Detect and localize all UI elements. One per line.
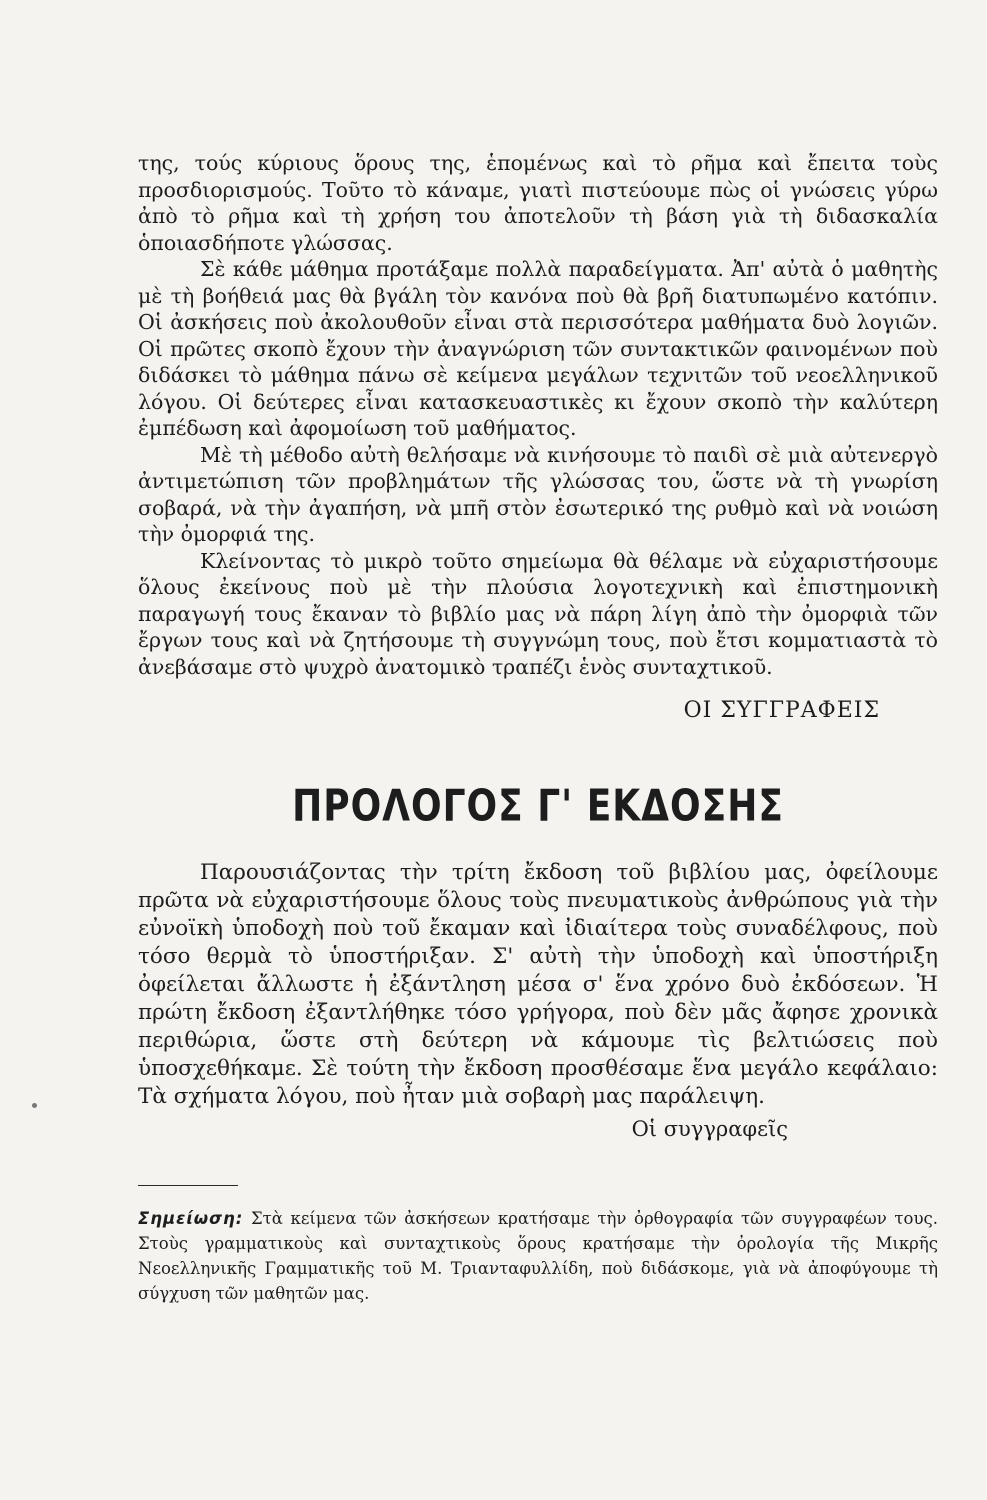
third-edition-paragraph: Παρουσιάζοντας τὴν τρίτη ἔκδοση τοῦ βιβλίου μας, ὀφείλουμε πρῶτα νὰ εὐχαριστήσουμε ὅλους τοὺς πνευματικοὺς ἀνθρώπους γιὰ τὴν εὐνοϊκὴ ὑποδοχὴ ποὺ τοῦ ἔκαμαν καὶ ἰδιαίτερα τοὺς συναδέλφους, ποὺ τόσο θερμὰ τὸ ὑποστήριξαν. Σ' αὐτὴ τὴν ὑποδοχὴ καὶ ὑποστήριξη ὀφείλεται ἄλλωστε ἡ ἐξάντληση μέσα σ' ἕνα χρόνο δυὸ ἐκδόσεων. Ἡ πρώτη ἔκδοση ἐξαντλήθηκε τόσο γρήγορα, ποὺ δὲν μᾶς ἄφησε χρονικὰ περιθώρια, ὥστε στὴ δεύτερη νὰ κάμουμε τὶς βελτιώσεις ποὺ ὑποσχεθήκαμε. Σὲ τούτη τὴν ἔκδοση προσθέσαμε ἕνα μεγάλο κεφάλαιο: Τὰ σχήματα λόγου, ποὺ ἦταν μιὰ σοβαρὴ μας παράλειψη. (138, 860, 938, 1109)
footnote-divider (138, 1185, 238, 1186)
paragraph-3: Μὲ τὴ μέθοδο αὐτὴ θελήσαμε νὰ κινήσουμε τὸ παιδὶ σὲ μιὰ αὐτενεργὸ ἀντιμετώπιση τῶν προβλημάτων τῆς γλώσσας του, ὥστε νὰ τὴ γνωρίση σοβαρά, νὰ τὴν ἀγαπήση, νὰ μπῆ στὸν ἐσωτερικό της ρυθμὸ καὶ νὰ νοιώση τὴν ὀμορφιά της. (138, 442, 938, 546)
footnote (138, 1206, 938, 1306)
page-speck (32, 1103, 37, 1108)
third-edition-preface (138, 780, 938, 1141)
authors-signature: ΟΙ ΣΥΓΓΡΑΦΕΙΣ (683, 698, 880, 723)
paragraph-4: Κλείνοντας τὸ μικρὸ τοῦτο σημείωμα θὰ θέλαμε νὰ εὐχαριστήσουμε ὅλους ἐκείνους ποὺ μὲ τὴν πλούσια λογοτεχνικὴ καὶ ἐπιστημονικὴ παραγωγή τους ἔκαναν τὸ βιβλίο μας νὰ πάρη λίγη ἀπὸ τὴν ὀμορφιὰ τῶν ἔργων τους καὶ νὰ ζητήσουμε τὴ συγγνώμη τους, ποὺ ἔτσι κομματιαστὰ τὸ ἀνεβάσαμε στὸ ψυχρὸ ἀνατομικὸ τραπέζι ἑνὸς συνταχτικοῦ. (138, 548, 938, 679)
preface-continuation (138, 150, 938, 723)
third-edition-title: ΠΡΟΛΟΓΟΣ Γ' ΕΚΔΟΣΗΣ (292, 780, 784, 832)
paragraph-2: Σὲ κάθε μάθημα προτάξαμε πολλὰ παραδείγματα. Ἀπ' αὐτὰ ὁ μαθητὴς μὲ τὴ βοήθειά μας θὰ βγάλη τὸν κανόνα ποὺ θὰ βρῆ διατυπωμένο κατόπιν. Οἱ ἀσκήσεις ποὺ ἀκολουθοῦν εἶναι στὰ περισσότερα μαθήματα δυὸ λογιῶν. Οἱ πρῶτες σκοπὸ ἔχουν τὴν ἀναγνώριση τῶν συντακτικῶν φαινομένων ποὺ διδάσκει τὸ μάθημα πάνω σὲ κείμενα μεγάλων τεχνιτῶν τοῦ νεοελληνικοῦ λόγου. Οἱ δεύτερες εἶναι κατασκευαστικὲς κι ἔχουν σκοπὸ τὴν καλύτερη ἐμπέδωση καὶ ἀφομοίωση τοῦ μαθήματος. (138, 257, 938, 440)
footnote-label: Σημείωση: (138, 1209, 244, 1228)
text-column (138, 150, 938, 1306)
third-edition-signature: Οἱ συγγραφεῖς (631, 1117, 788, 1141)
paragraph-1: της, τούς κύριους ὅρους της, ἑπομένως καὶ τὸ ρῆμα καὶ ἔπειτα τοὺς προσδιορισμούς. Τοῦτο τὸ κάναμε, γιατὶ πιστεύουμε πὼς οἱ γνώσεις γύρω ἀπὸ τὸ ρῆμα καὶ τὴ χρήση του ἀποτελοῦν τὴ βάση γιὰ τὴ διδασκαλία ὁποιασδήποτε γλώσσας. (138, 151, 938, 255)
footnote-text: Στὰ κείμενα τῶν ἀσκήσεων κρατήσαμε τὴν ὀρθογραφία τῶν συγγραφέων τους. Στοὺς γραμματικοὺς καὶ συνταχτικοὺς ὅρους κρατήσαμε τὴν ὀρολογία τῆς Μικρῆς Νεοελληνικῆς Γραμματικῆς τοῦ Μ. Τριανταφυλλίδη, ποὺ διδάσκομε, γιὰ νὰ ἀποφύγουμε τὴ σύγχυση τῶν μαθητῶν μας. (138, 1209, 938, 1303)
